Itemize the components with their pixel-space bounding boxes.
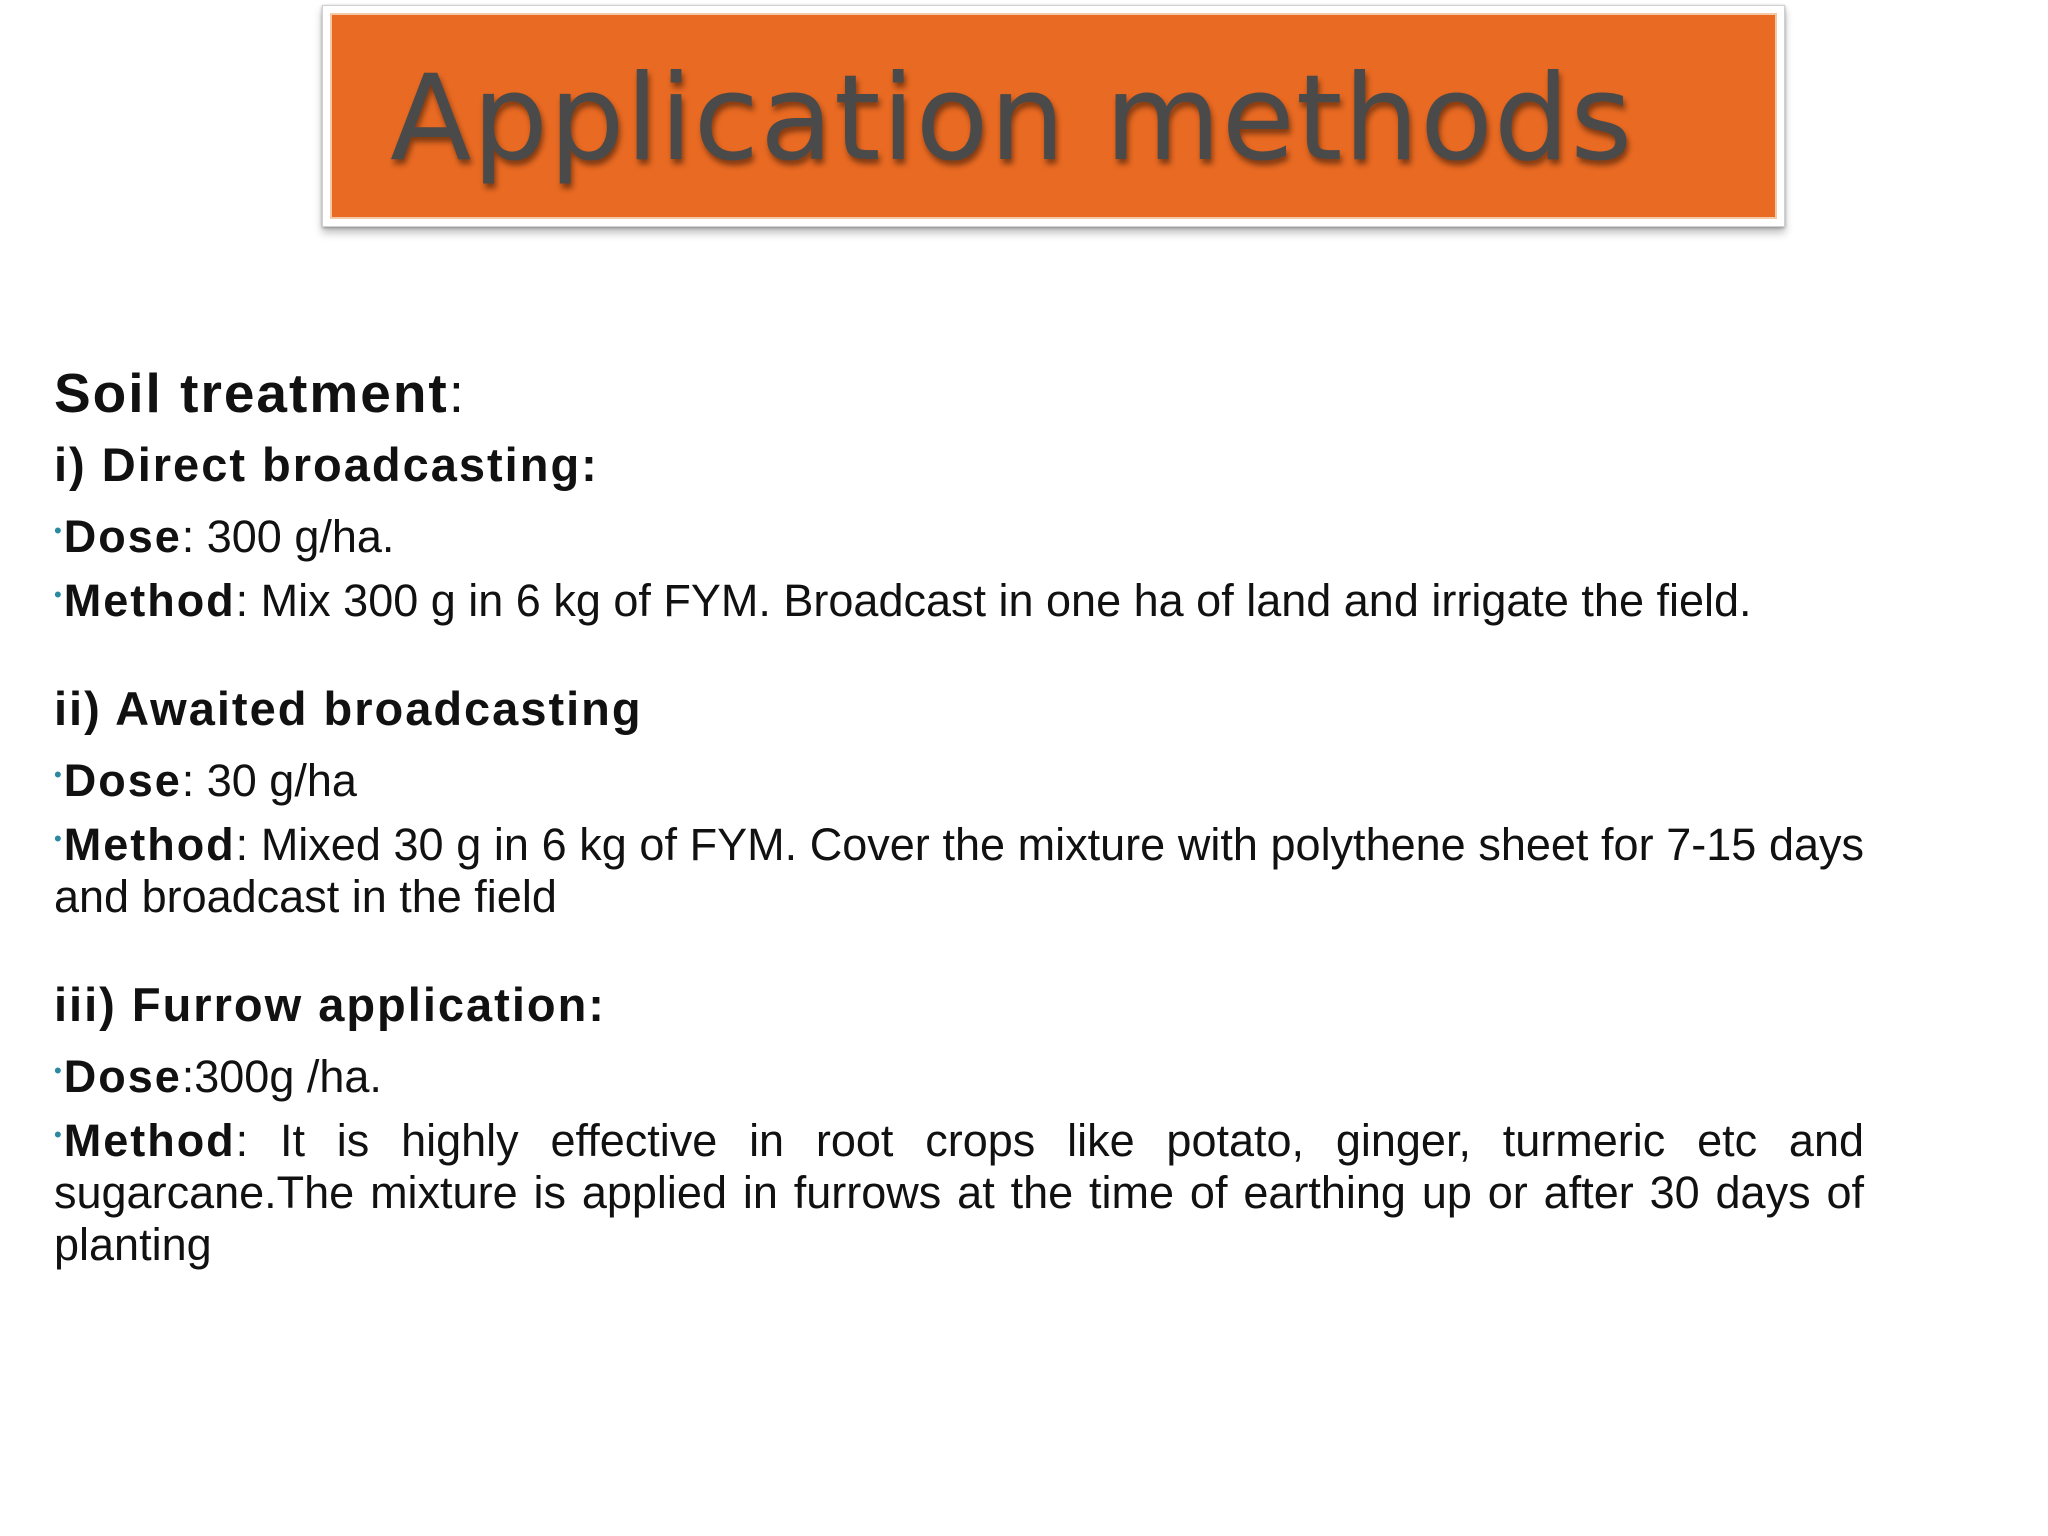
- method-line: [54, 1109, 1864, 1271]
- method-heading: iii) Furrow application:: [54, 978, 606, 1031]
- section-heading-text: Soil treatment: [54, 362, 449, 424]
- method-heading: ii) Awaited broadcasting: [54, 682, 643, 735]
- method-line: [54, 813, 1864, 923]
- section-heading: [54, 355, 1864, 431]
- method-value: : It is highly effective in root crops like potato, ginger, turmeric etc and sugarcane.The mixture is applied in furrows at the time of earthing up or after 30 days of planting: [54, 1115, 1864, 1270]
- dose-line: [54, 749, 1864, 807]
- method-section-furrow: [54, 971, 1864, 1271]
- method-value: : Mix 300 g in 6 kg of FYM. Broadcast in one ha of land and irrigate the field.: [235, 575, 1752, 626]
- title-banner: [322, 5, 1785, 227]
- method-label: Method: [63, 575, 236, 626]
- method-heading: i) Direct broadcasting:: [54, 438, 599, 491]
- dose-label: Dose: [63, 511, 182, 562]
- dose-value: : 30 g/ha: [181, 755, 357, 806]
- method-section-awaited: [54, 675, 1864, 923]
- method-label: Method: [63, 1115, 236, 1166]
- bullet-icon: •: [54, 1122, 62, 1147]
- bullet-icon: •: [54, 582, 62, 607]
- title-banner-fill: [330, 13, 1777, 219]
- dose-line: [54, 1045, 1864, 1103]
- dose-value: :300g /ha.: [181, 1051, 382, 1102]
- dose-label: Dose: [63, 1051, 182, 1102]
- method-line: [54, 569, 1864, 627]
- dose-line: [54, 505, 1864, 563]
- method-value: : Mixed 30 g in 6 kg of FYM. Cover the mixture with polythene sheet for 7-15 days and broadcast in the field: [54, 819, 1864, 922]
- method-section-direct: [54, 431, 1864, 627]
- slide-title: Application methods: [390, 50, 1634, 188]
- bullet-icon: •: [54, 826, 62, 851]
- method-label: Method: [63, 819, 236, 870]
- bullet-icon: •: [54, 762, 62, 787]
- slide-body: [54, 355, 1864, 1271]
- dose-value: : 300 g/ha.: [181, 511, 395, 562]
- dose-label: Dose: [63, 755, 182, 806]
- bullet-icon: •: [54, 1058, 62, 1083]
- section-heading-colon: :: [448, 362, 467, 424]
- bullet-icon: •: [54, 518, 62, 543]
